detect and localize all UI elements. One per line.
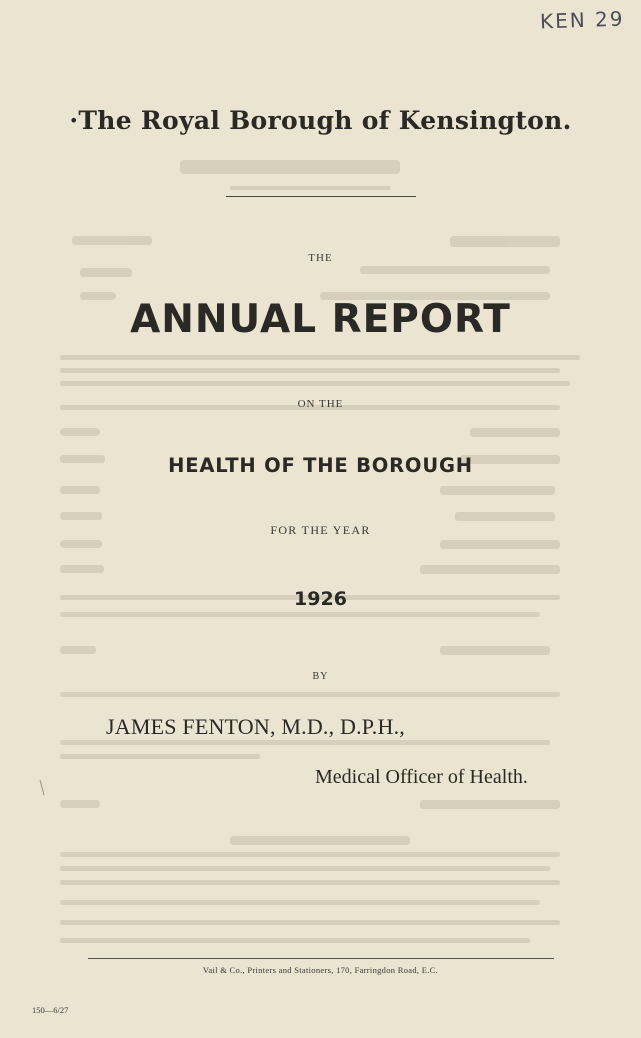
label-for-the-year: FOR THE YEAR <box>270 523 371 537</box>
author-office: Medical Officer of Health. <box>315 766 528 788</box>
label-on-the: ON THE <box>297 398 344 410</box>
print-run-code: 150—6/27 <box>32 1005 69 1015</box>
label-the: THE <box>308 252 333 264</box>
title-divider <box>226 196 416 197</box>
report-subject: HEALTH OF THE BOROUGH <box>168 454 473 477</box>
footer-divider <box>88 958 554 959</box>
handwritten-catalogue-number: KEN 29 <box>540 6 626 34</box>
author-name: JAMES FENTON, M.D., D.P.H., <box>106 714 405 739</box>
report-year: 1926 <box>294 588 347 610</box>
printer-imprint: Vail & Co., Printers and Stationers, 170, Farringdon Road, E.C. <box>202 965 439 975</box>
label-by: BY <box>312 671 329 682</box>
report-title: ANNUAL REPORT <box>130 297 511 342</box>
borough-title: ·The Royal Borough of Kensington. <box>69 106 572 135</box>
